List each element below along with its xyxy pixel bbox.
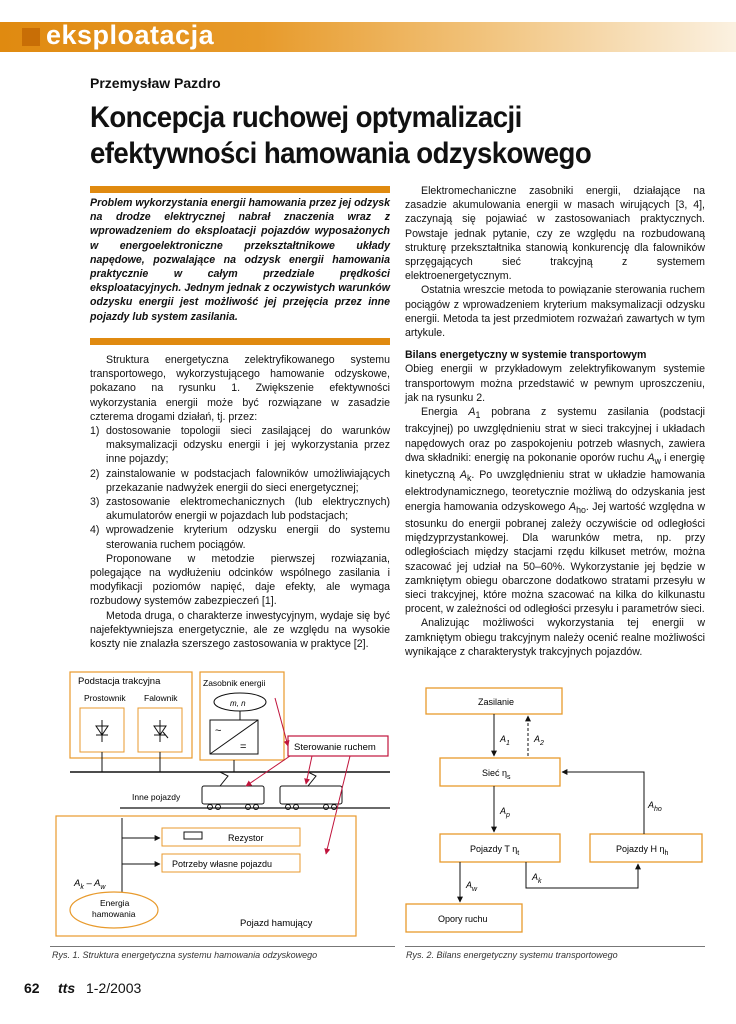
control-arrow <box>326 756 350 854</box>
network-label: Sieć $\eta_s$ <box>482 768 511 781</box>
title-line-2: efektywności hamowania odzyskowego <box>90 137 592 170</box>
dc-symbol: = <box>240 741 247 753</box>
thyristor-icon <box>154 720 168 742</box>
traffic-control-label: Sterowanie ruchem <box>294 742 376 753</box>
article-title <box>90 100 670 172</box>
paragraph: Proponowane w metodzie pierwszej rozwiązania, polegające na wydłużeniu odcinków wspólnego zasilania i modyfikacji poziomów napięć, daje efekty, ale wymaga rozbudowy systemów zabezpieczeń [1]. <box>90 552 390 608</box>
energy-label-2: hamowania <box>92 909 136 919</box>
paragraph: Energia $A_1$ pobrana z systemu zasilania (podstacji trakcyjnej) po uwzględnieniu strat w sieci trakcyjnej i układach napędowych oraz po zaspokojeniu potrzeb własnych, zawiera dwa składniki: energię na pokonanie oporów ruchu $A_w$ i energię kinetyczną $A_k$. Po uwzględnieniu strat w układzie hamowania elektrodynamicznego, teoretycznie możliwą do odzyskania jest energia hamowania odzyskowego $A_{ho}$. Jej wartość względna w stosunku do energii pobranej zależy oczywiście od odległości międzyprzystankowej. Dla warunków metra, np. przy odległościach między stacjami rzędu kilkuset metrów, można szacować jej udział na 50–60%. Wykorzystanie jej będzie w zamkniętym obiegu obarczone dodatkowo stratami przesyłu w sieci trakcyjnej, które można szacować na kilka do kilkunastu procent, w zależności od odległości przesyłu i parametrów sieci. <box>405 406 705 616</box>
lead-paragraph: Problem wykorzystania energii hamowania przez jej odzysk na drodze elektrycznej nabrał znaczenia wraz z wprowadzeniem do eksploatacji pojazdów wyposażonych w energoelektroniczne przekształtnikowe układy napędowe, pozwalające na odzysk energii hamowania praktycznie w całym przedziale prędkości eksploatacyjnych. Jednym jednak z oczywistych warunków odzysku energii jest możliwość jej przejęcia przez inne pojazdy lub system zasilania. <box>90 197 390 323</box>
ak-aw-label: $A_k - A_w$ <box>74 878 106 891</box>
train-icon <box>202 772 342 810</box>
svg-text:Ak: $A_k$ <box>532 872 542 885</box>
section-marker <box>22 28 40 46</box>
diode-icon <box>96 720 108 742</box>
paragraph: Elektromechaniczne zasobniki energii, działające na zasadzie akumulowania energii w masach wirujących [3, 4], zaczynają się pojawiać w zastosowaniach praktycznych. Powstaje jednak pytanie, czy ze względu na rozbudowaną strukturę przekształtnika stanowią konkurencję dla falowników sprzęgających sieć trakcyjną z systemem elektroenergetycznym. <box>405 185 705 283</box>
figure-2 <box>400 682 710 940</box>
journal-logo: tts <box>58 980 76 996</box>
paragraph: Struktura energetyczna zelektryfikowanego systemu transportowego, wykorzystującego hamowanie odzyskowe, pokazano na rysunku 1. Zwiększenie efektywności wykorzystania energii może być rozwiązane w zasadzie czterema drogami działań, tj. przez: <box>90 354 390 423</box>
method-list <box>90 424 390 552</box>
rectifier-label: Prostownik <box>84 693 126 703</box>
substation-label: Podstacja trakcyjna <box>78 676 161 687</box>
svg-text:Aho: $A_{ho}$ <box>648 800 662 813</box>
traction-vehicles-label: Pojazdy T $\eta_t$ <box>470 844 520 857</box>
storage-label: Zasobnik energii <box>203 678 266 688</box>
section-heading: Bilans energetyczny w systemie transportowym <box>405 349 647 362</box>
braking-vehicle-label: Pojazd hamujący <box>240 918 313 929</box>
own-needs-label: Potrzeby własne pojazdu <box>172 859 273 869</box>
figure-1-caption: Rys. 1. Struktura energetyczna systemu hamowania odzyskowego <box>52 950 318 960</box>
left-column <box>90 353 390 651</box>
list-item: 3) zastosowanie elektromechanicznych (lub elektrycznych) akumulatorów energii w pojazdach lub podstacjach; <box>90 496 390 523</box>
ac-symbol: ~ <box>215 725 222 737</box>
paragraph: Metoda druga, o charakterze inwestycyjnym, wydaje się być najefektywniejsza energetycznie, ale ze względu na wysokie koszty nie znalazła szerszego zastosowania w praktyce [2]. <box>90 609 390 651</box>
figure-1 <box>50 668 395 948</box>
caption-rule <box>50 946 395 947</box>
lead-bottom-rule <box>90 338 390 345</box>
svg-text:A1: $A_1$ <box>500 734 510 747</box>
paragraph: Analizując możliwości wykorzystania tej energii w zamkniętym obiegu trakcyjnym należy ocenić realne możliwości wynikające z charakterystyk trakcyjnych pojazdów. <box>405 617 705 658</box>
title-line-1: Koncepcja ruchowej optymalizacji <box>90 101 522 134</box>
issue-number: 1-2/2003 <box>86 980 142 996</box>
svg-text:Aw: $A_w$ <box>466 880 478 893</box>
right-column <box>405 184 705 659</box>
resistor-label: Rezystor <box>228 833 264 843</box>
resistance-label: Opory ruchu <box>438 914 488 924</box>
figure-2-caption: Rys. 2. Bilans energetyczny systemu transportowego <box>406 950 618 960</box>
other-vehicles-label: Inne pojazdy <box>132 792 181 802</box>
list-item: 4) wprowadzenie kryterium odzysku energii do systemu sterowania ruchem pociągów. <box>90 524 390 551</box>
control-arrow <box>275 698 288 746</box>
section-title: eksploatacja <box>46 20 215 50</box>
author: Przemysław Pazdro <box>90 75 221 91</box>
mn-label: m, n <box>230 699 246 708</box>
supply-label: Zasilanie <box>478 697 515 707</box>
lead-top-rule <box>90 186 390 193</box>
control-arrow <box>306 756 312 784</box>
inverter-label: Falownik <box>144 693 178 703</box>
braking-vehicles-label: Pojazdy H $\eta_h$ <box>616 844 669 857</box>
paragraph: Obieg energii w przykładowym zelektryfikowanym systemie transportowym można przedstawić w pewnym uproszczeniu, jak na rysunku 2. <box>405 363 705 404</box>
paragraph: Ostatnia wreszcie metoda to powiązanie sterowania ruchem pociągów z wprowadzeniem kryterium maksymalizacji odzysku energii. Metoda ta jest przedmiotem rozważań zawartych w tym artykule. <box>405 284 705 340</box>
caption-rule <box>405 946 705 947</box>
svg-text:A2: $A_2$ <box>534 734 544 747</box>
list-item: 1) dostosowanie topologii sieci zasilającej do warunków maksymalizacji odzysku energii i jej wykorzystania przez inne pojazdy; <box>90 425 390 466</box>
list-item: 2) zainstalowanie w podstacjach falowników umożliwiających przekazanie nadwyżek energii do sieci energetycznej; <box>90 467 390 494</box>
energy-label-1: Energia <box>100 898 130 908</box>
svg-text:Ap: $A_p$ <box>500 806 510 819</box>
page-number: 62 <box>24 980 40 996</box>
